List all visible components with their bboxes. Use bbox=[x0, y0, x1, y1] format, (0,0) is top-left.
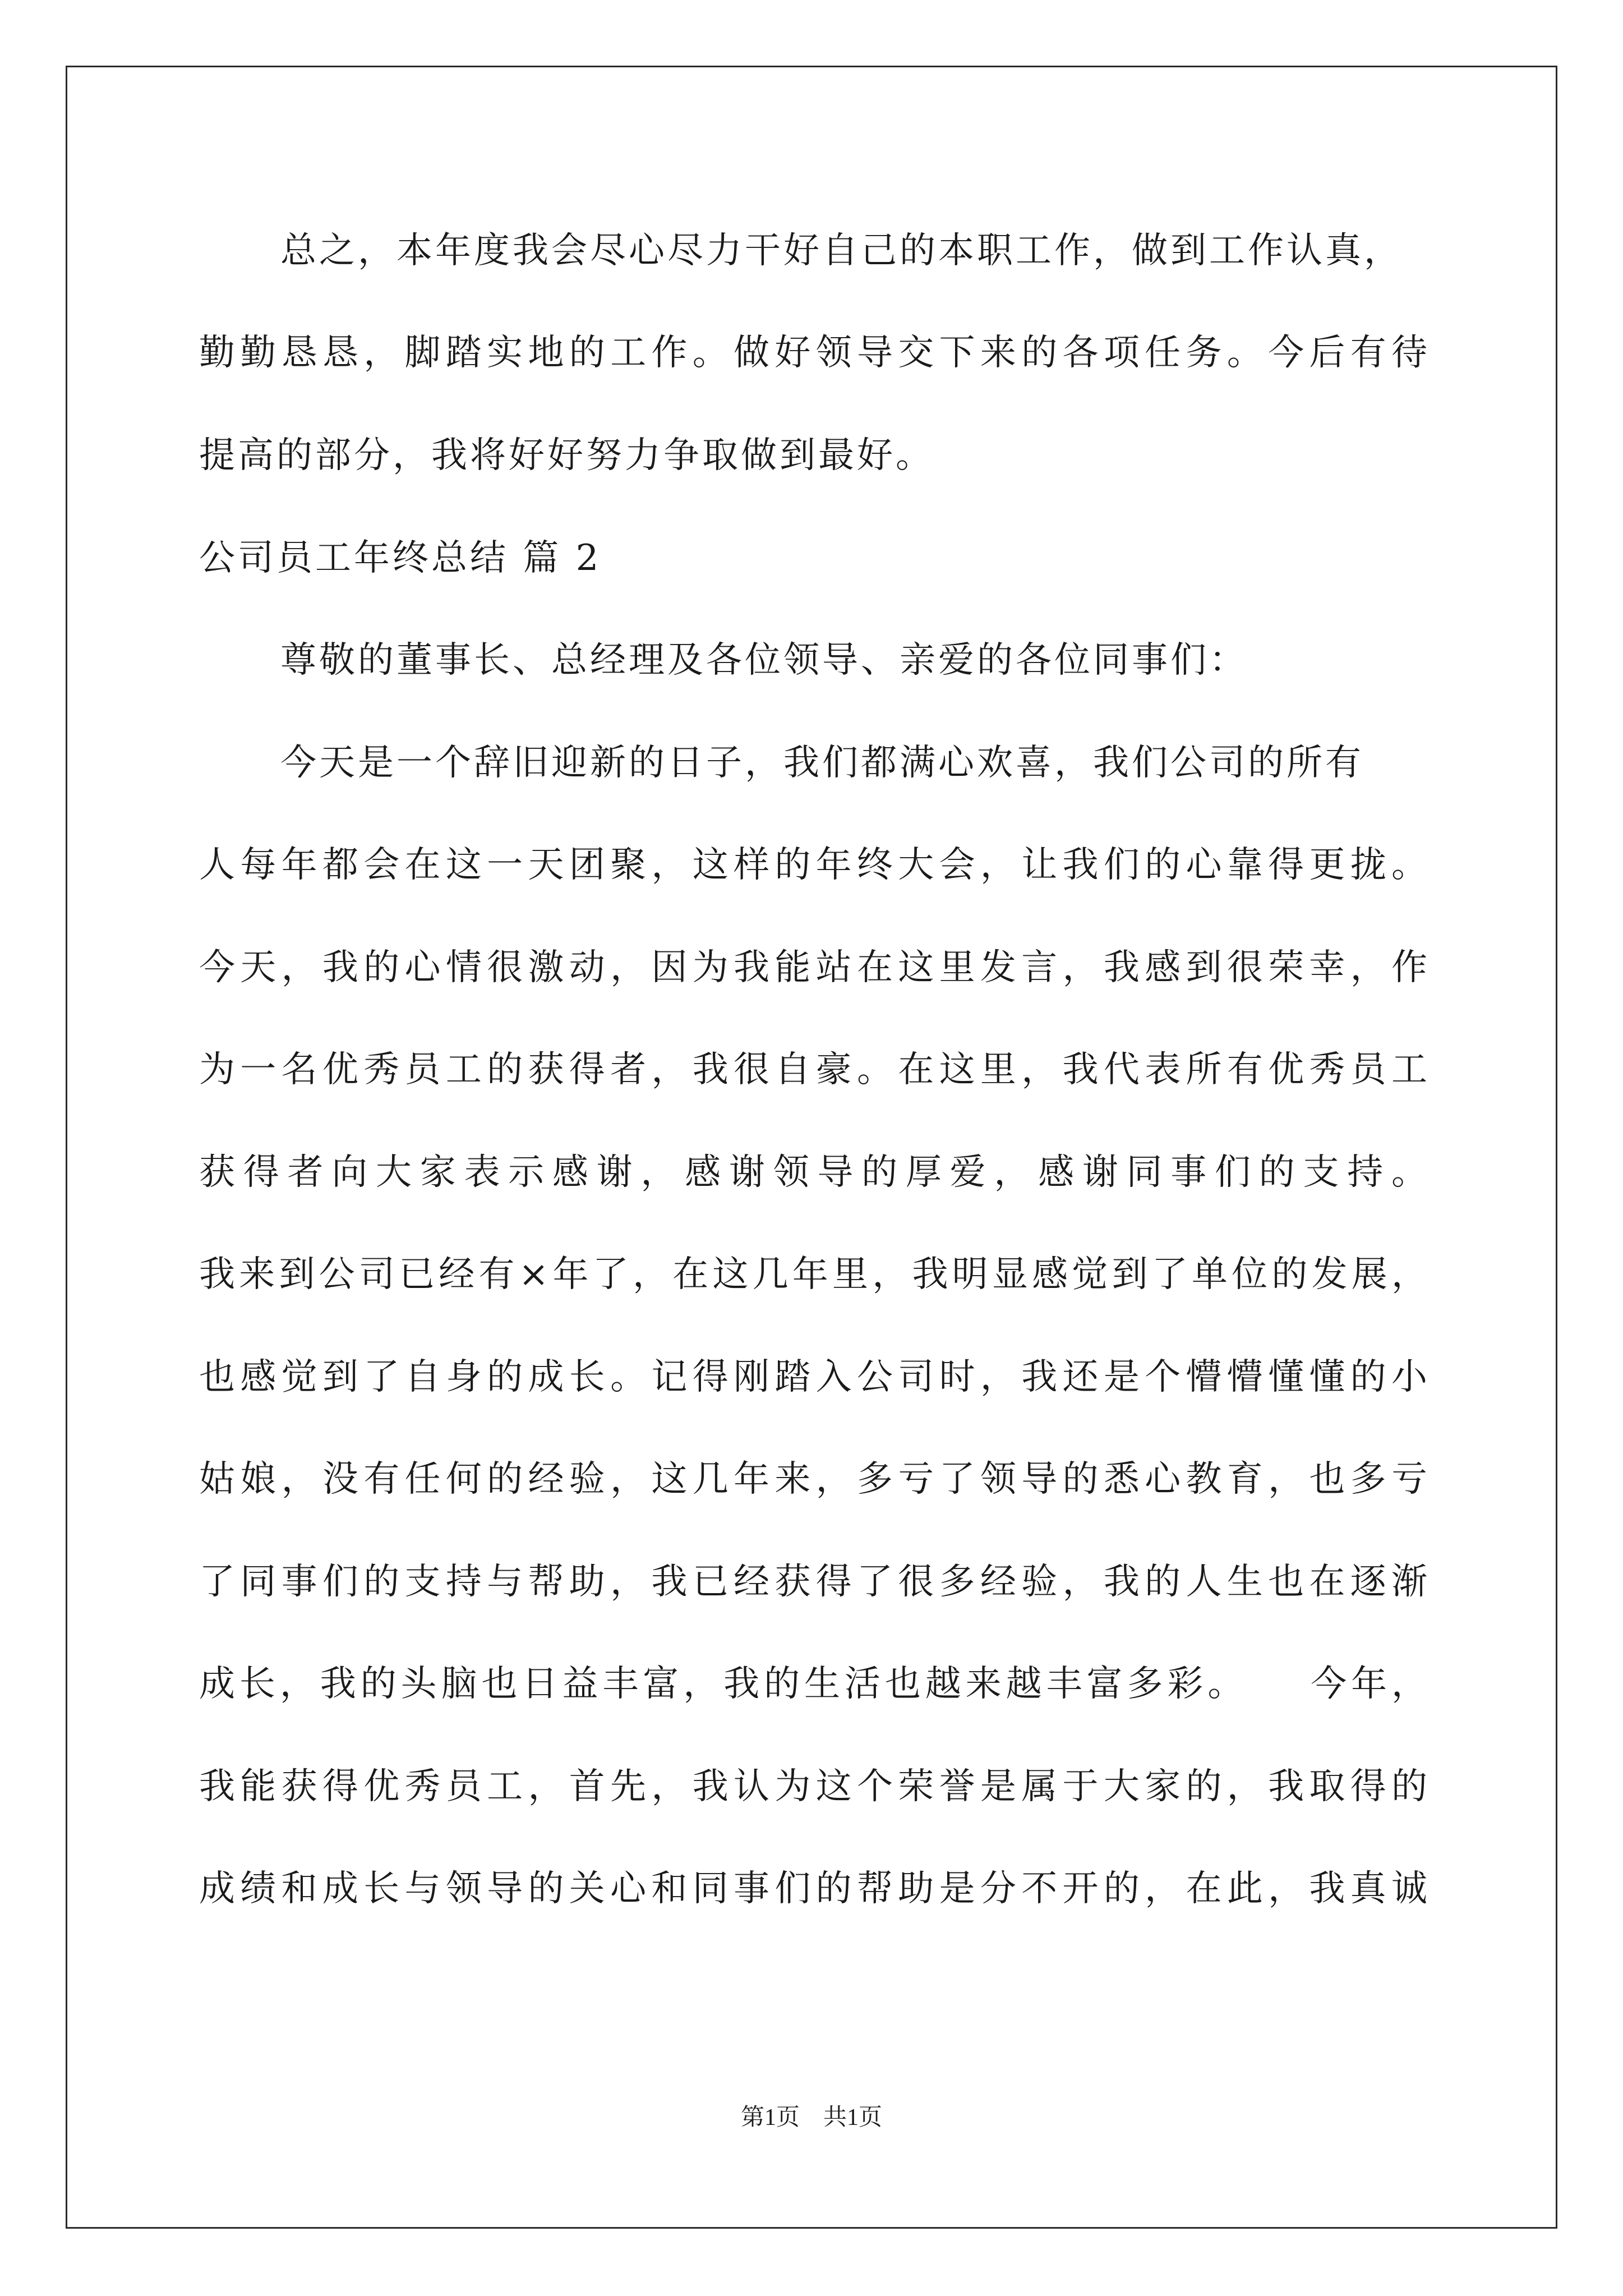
paragraph-line: 成长，我的头脑也日益丰富，我的生活也越来越丰富多彩。 今年， bbox=[199, 1663, 1427, 1705]
paragraph-line: 总之，本年度我会尽心尽力干好自己的本职工作，做到工作认真， bbox=[280, 230, 1403, 272]
section-heading: 公司员工年终总结 篇 2 bbox=[199, 537, 602, 579]
page-number-footer: 第1页 共1页 bbox=[740, 2105, 882, 2131]
paragraph-line: 勤勤恳恳，脚踏实地的工作。做好领导交下来的各项任务。今后有待 bbox=[199, 332, 1427, 374]
paragraph-line: 我能获得优秀员工，首先，我认为这个荣誉是属于大家的，我取得的 bbox=[199, 1766, 1427, 1807]
paragraph-line: 我来到公司已经有×年了，在这几年里，我明显感觉到了单位的发展， bbox=[199, 1254, 1427, 1295]
paragraph-line: 也感觉到了自身的成长。记得刚踏入公司时，我还是个懵懵懂懂的小 bbox=[199, 1356, 1427, 1398]
paragraph-line: 人每年都会在这一天团聚，这样的年终大会，让我们的心靠得更拢。 bbox=[199, 844, 1427, 886]
paragraph-line: 姑娘，没有任何的经验，这几年来，多亏了领导的悉心教育，也多亏 bbox=[199, 1458, 1427, 1500]
paragraph-line: 今天是一个辞旧迎新的日子，我们都满心欢喜，我们公司的所有 bbox=[280, 742, 1364, 784]
paragraph-line: 提高的部分，我将好好努力争取做到最好。 bbox=[199, 435, 934, 476]
paragraph-line: 今天，我的心情很激动，因为我能站在这里发言，我感到很荣幸，作 bbox=[199, 947, 1427, 988]
salutation-line: 尊敬的董事长、总经理及各位领导、亲爱的各位同事们： bbox=[280, 639, 1248, 681]
paragraph-line: 为一名优秀员工的获得者，我很自豪。在这里，我代表所有优秀员工 bbox=[199, 1049, 1427, 1091]
paragraph-line: 获得者向大家表示感谢，感谢领导的厚爱，感谢同事们的支持。 bbox=[199, 1152, 1427, 1193]
paragraph-line: 了同事们的支持与帮助，我已经获得了很多经验，我的人生也在逐渐 bbox=[199, 1561, 1427, 1603]
paragraph-line: 成绩和成长与领导的关心和同事们的帮助是分不开的，在此，我真诚 bbox=[199, 1868, 1427, 1910]
